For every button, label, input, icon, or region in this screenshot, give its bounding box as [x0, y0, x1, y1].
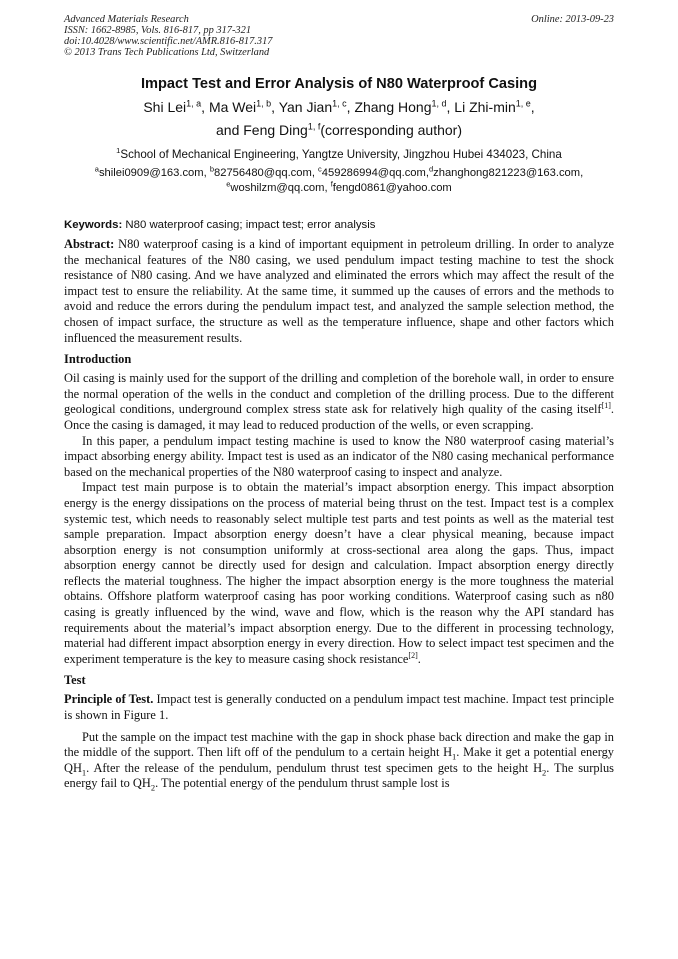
author-affil-mark: 1, e: [515, 98, 531, 109]
section-heading-introduction: Introduction: [64, 352, 132, 367]
author-name: Li Zhi-min: [454, 99, 516, 115]
keywords: [64, 218, 614, 233]
running-header: [64, 14, 614, 58]
publication-info: [64, 14, 272, 58]
issn-line: ISSN: 1662-8985, Vols. 816-817, pp 317-321: [64, 25, 252, 36]
abstract: [64, 237, 614, 346]
intro-paragraph-1: Oil casing is mainly used for the support of the drilling and completion of the borehole wall, in order to ensure the normal operation of the wells in the conduct and completion of the drilling process. Due to the different geological conditions, underground complex stress state ask for relatively high quality of the casing itself[1]. Once the casing is damaged, it may lead to reduced production of the wells, or even scrapping.: [64, 371, 614, 432]
email-link[interactable]: fengd0861@yahoo.com: [332, 182, 452, 194]
email-link[interactable]: woshilzm@qq.com,: [230, 182, 328, 194]
author-affil-mark: 1, f: [307, 121, 321, 132]
citation-ref[interactable]: [1]: [601, 401, 611, 411]
corresponding-note: (corresponding author): [320, 122, 462, 138]
affiliation: $^1$School of Mechanical Engineering, Yangtze University, Jingzhou Hubei 434023, China: [116, 146, 562, 161]
author-line-1: Shi Lei$^{1, a}$, Ma Wei$^{1, b}$, Yan Jian$^{1, c}$, Zhang Hong$^{1, d}$, Li Zhi-$\min^{1, e}$,: [143, 98, 535, 115]
email-link[interactable]: 82756480@qq.com,: [214, 167, 315, 179]
test-principle-paragraph: Principle of Test. Impact test is generally conducted on a pendulum impact test machine. Impact test principle is shown in Figure 1.: [64, 692, 614, 723]
keywords-text: N80 waterproof casing; impact test; error analysis: [122, 219, 376, 231]
author-name: Yan Jian: [278, 99, 333, 115]
email-link[interactable]: shilei0909@163.com,: [98, 167, 207, 179]
intro-paragraph-2: In this paper, a pendulum impact testing machine is used to know the N80 waterproof casing material’s impact absorbing energy ability. Impact test is used as an indicator of the N80 casing mechanical performance based on the mechanical properties of the N80 waterproof casing to inspect and analyze.: [64, 433, 614, 479]
abstract-text: N80 waterproof casing is a kind of important equipment in petroleum drilling. In order to analyze the mechanical features of the N80 casing, we used pendulum impact testing machine to test the shock resistance of N80 casing. And we have analyzed and eliminated the errors which may affect the result of the impact test to ensure the reliability. At the same time, it summed up the causes of errors and the methods to avoid and reduce the errors during the pendulum impact test, and analyzed the sample selection method, the chosen of impact surface, the structure as well as the temperature influence, shape and other factors which influenced the measurement results.: [64, 237, 614, 345]
author-list: [64, 96, 614, 142]
journal-name: Advanced Materials Research: [64, 14, 189, 25]
author-name: Ma Wei: [208, 99, 257, 115]
author-affil-mark: 1, b: [256, 98, 272, 109]
author-affil-mark: 1, a: [186, 98, 202, 109]
intro-paragraph-3: Impact test main purpose is to obtain the material’s impact absorption energy. This impact absorption energy is the energy dissipations on the process of material being thrust on the test. Impact test is a complex systemic test, which needs to reasonably select multiple test parts and test points as well as the material test sample preparation. Impact absorption energy doesn’t have a clear physical meaning, because impact absorption energy is not consumption uniformly at cross-sectional area along the gaps. Thus, impact absorption energy cannot be directly used for design and calculation. Impact absorption energy directly reflects the material toughness. The higher the impact absorption energy is the more toughness the material obtains. Offshore platform waterproof casing has poor working conditions. Waterproof casing such as n80 casing is greatly influenced by the wind, wave and flow, which is the reason why the API standard has requirements about the material’s impact absorption energy. Due to the different in processing technology, material had different impact absorption energy in every direction. How to select impact test specimen and the experiment temperature is the key to measure casing shock resistance[2].: [64, 480, 614, 666]
copyright-line: © 2013 Trans Tech Publications Ltd, Switzerland: [64, 47, 270, 58]
author-emails: $^a$shilei0909@163.com, $^b$82756480@qq.com, $^c$459286994@qq.com,$^d$zhanghong821223@163.com, $^e$woshilzm@qq.com, $^f$fengd0861@yahoo.com: [94, 164, 584, 194]
email-link[interactable]: zhanghong821223@163.com,: [433, 167, 584, 179]
author-line-2: [64, 119, 614, 142]
author-affil-mark: 1, d: [431, 98, 447, 109]
author-name: Zhang Hong: [354, 99, 432, 115]
citation-ref[interactable]: [2]: [408, 650, 418, 660]
author-name: Shi Lei: [143, 99, 187, 115]
doi-line: doi:10.4028/www.scientific.net/AMR.816-817.317: [64, 36, 273, 47]
principle-runin-heading: Principle of Test.: [64, 692, 154, 707]
paper-title: Impact Test and Error Analysis of N80 Waterproof Casing: [140, 76, 537, 92]
author-name: and Feng Ding: [216, 122, 308, 138]
author-affil-mark: 1, c: [332, 98, 347, 109]
abstract-label: Abstract:: [64, 237, 115, 251]
test-procedure-paragraph: Put the sample on the impact test machine with the gap in shock phase back direction and make the gap in the middle of the support. Then lift off of the pendulum to a certain height $H_1$. Make it get a potential energy $QH_1$. After the release of the pendulum, pendulum thrust test specimen gets to the height $H_2$. The surplus energy fail to $QH_2$. The potential energy of the pendulum thrust sample lost is: [64, 729, 614, 793]
email-link[interactable]: 459286994@qq.com,: [321, 167, 429, 179]
online-date: Online: 2013-09-23: [531, 14, 614, 25]
section-heading-test: Test: [64, 673, 86, 688]
keywords-label: Keywords:: [64, 219, 123, 231]
